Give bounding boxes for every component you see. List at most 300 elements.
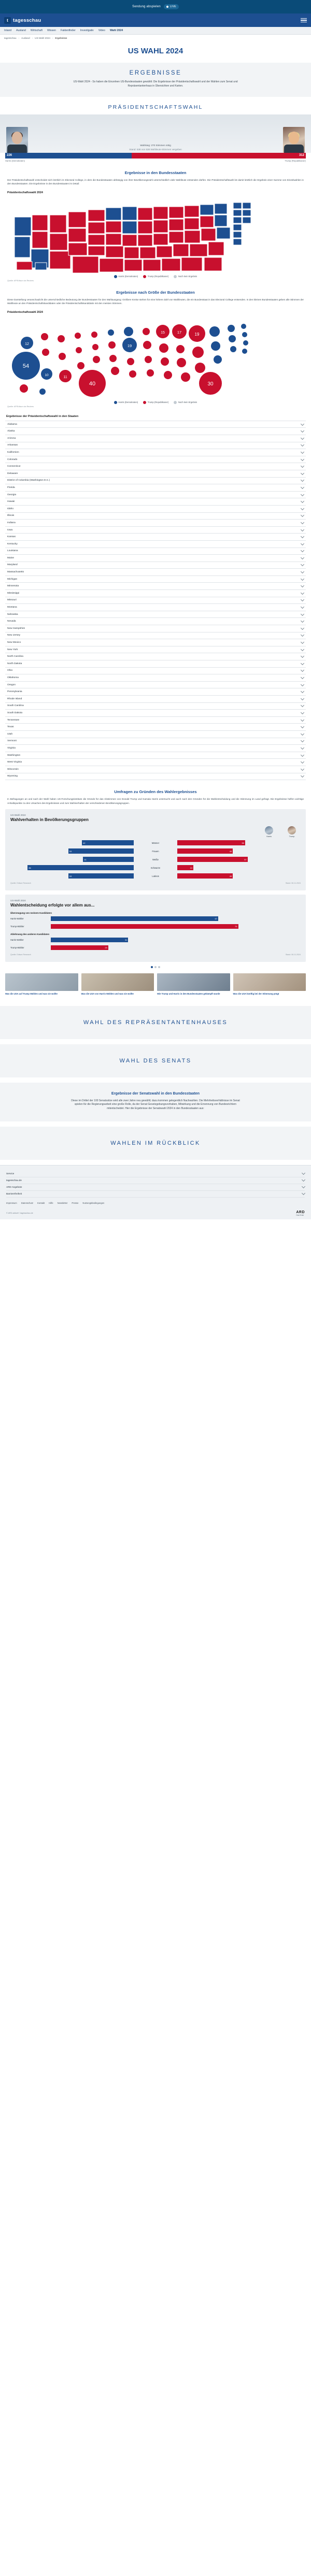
teaser-card[interactable] bbox=[157, 973, 230, 996]
live-badge[interactable] bbox=[164, 4, 179, 9]
accordion-row-state[interactable] bbox=[5, 745, 306, 752]
chevron-down-icon bbox=[301, 429, 304, 433]
carousel-dot-2[interactable] bbox=[154, 966, 157, 968]
nav-item-wahl-2024[interactable]: Wahl 2024 bbox=[109, 29, 123, 32]
nav-item-investigativ[interactable]: Investigativ bbox=[80, 29, 94, 32]
state-name: Arizona bbox=[7, 437, 16, 440]
senate-results-title: Ergebnisse der Senatswahl in den Bundesstaaten bbox=[111, 1090, 200, 1096]
chevron-down-icon bbox=[302, 1178, 305, 1182]
accordion-row-state[interactable] bbox=[5, 527, 306, 534]
face-shape-icon bbox=[12, 132, 22, 144]
accordion-row-state[interactable] bbox=[5, 478, 306, 485]
chevron-down-icon bbox=[301, 450, 304, 454]
chart-row bbox=[10, 856, 301, 863]
state-name: Oregon bbox=[7, 683, 16, 686]
accordion-row-state[interactable] bbox=[5, 435, 306, 442]
bar-group-trump bbox=[177, 873, 301, 879]
chevron-down-icon bbox=[301, 457, 304, 461]
chevron-down-icon bbox=[301, 563, 304, 566]
accordion-row-state[interactable] bbox=[5, 583, 306, 590]
chart-row bbox=[10, 873, 301, 880]
state-name: Louisiana bbox=[7, 550, 18, 553]
bubble-map-headline: Ergebnisse nach Größe der Bundesstaaten bbox=[116, 290, 195, 295]
menu-icon[interactable] bbox=[301, 18, 307, 23]
state-name: Arkansas bbox=[7, 444, 18, 447]
footer-link[interactable]: Datenschutz bbox=[21, 1201, 33, 1204]
chevron-down-icon bbox=[301, 633, 304, 637]
chevron-down-icon bbox=[301, 556, 304, 559]
breadcrumb-item-0[interactable]: tagesschau bbox=[4, 37, 17, 39]
bubble-map-source: Quelle: AP/Edison via Reuters bbox=[7, 405, 34, 408]
state-name: Illinois bbox=[7, 514, 15, 517]
chevron-down-icon bbox=[301, 675, 304, 679]
avatar bbox=[283, 127, 305, 153]
electoral-bar-harris: 226 bbox=[5, 153, 132, 159]
state-name: Wisconsin bbox=[7, 768, 19, 771]
legend-item-pending bbox=[174, 275, 197, 278]
chevron-down-icon bbox=[301, 422, 304, 426]
accordion-row-state[interactable] bbox=[5, 442, 306, 450]
bar: 31 bbox=[51, 938, 128, 942]
state-name: New Mexico bbox=[7, 641, 21, 644]
state-name: Nebraska bbox=[7, 613, 18, 616]
logo[interactable] bbox=[4, 17, 41, 24]
state-name: Florida bbox=[7, 486, 15, 489]
page-title: US WAHL 2024 bbox=[128, 47, 183, 55]
chart-row bbox=[10, 924, 301, 930]
us-choropleth-map[interactable] bbox=[5, 196, 306, 274]
suit-shape-icon bbox=[284, 145, 304, 153]
chart-kicker: US-Wahl 2024 bbox=[10, 899, 26, 902]
legend-trump: Trump (Republikaner) bbox=[285, 159, 306, 162]
swatch-icon bbox=[174, 275, 177, 278]
bar-group-harris bbox=[10, 873, 134, 879]
svg-text:10: 10 bbox=[45, 373, 49, 377]
house-section bbox=[0, 1006, 311, 1039]
chart-row bbox=[10, 848, 301, 855]
accordion-row-state[interactable] bbox=[5, 470, 306, 478]
chevron-down-icon bbox=[301, 598, 304, 601]
bar-group-trump bbox=[177, 865, 301, 870]
state-name: Indiana bbox=[7, 521, 16, 524]
accordion-row-state[interactable] bbox=[5, 674, 306, 682]
state-name: Delaware bbox=[7, 472, 18, 475]
bar: 75 bbox=[51, 924, 238, 929]
accordion-row-state[interactable] bbox=[5, 590, 306, 597]
retro-section bbox=[0, 1127, 311, 1160]
chart-category-label: Frauen bbox=[152, 850, 159, 853]
footer-accordion-row[interactable] bbox=[6, 1171, 305, 1177]
accordion-row-state[interactable] bbox=[5, 548, 306, 555]
legend-harris: Harris (Demokraten) bbox=[5, 159, 25, 162]
state-name: Montana bbox=[7, 606, 17, 609]
bar-group-harris bbox=[10, 840, 134, 845]
presidential-hero-center bbox=[29, 144, 282, 153]
state-name: Colorado bbox=[7, 458, 18, 461]
footer-links bbox=[6, 1198, 305, 1207]
state-name: Mississippi bbox=[7, 592, 20, 595]
senate-results-text: Diese im Drittel der 100 Senatssitze wird alle zwei Jahre neu gewählt; dazu kommen gelegentlich Nachwahlen. Die Mehrheitsverhältnisse im Senat spielen für die Regierungsarbeit eine große Rolle, da der Senat Gesetzgebungsvorhaben, Mitwirkung und die Ernennung von Bundesrichtern mitentscheidet. Hier die Ergebnisse der Senatswahl 2024 in den Bundesstaaten aus: bbox=[71, 1099, 240, 1111]
accordion-row-state[interactable] bbox=[5, 639, 306, 646]
state-name: Missouri bbox=[7, 599, 17, 602]
chevron-down-icon bbox=[302, 1171, 305, 1175]
live-dot-icon bbox=[166, 6, 168, 8]
chart-row bbox=[10, 937, 301, 943]
legend-item-harris bbox=[114, 275, 138, 278]
bar-group-harris bbox=[10, 848, 134, 854]
chevron-down-icon bbox=[301, 464, 304, 468]
chevron-down-icon bbox=[301, 478, 304, 482]
chart-legend bbox=[10, 826, 301, 838]
accordion-row-state[interactable] bbox=[5, 463, 306, 470]
bar-group-trump bbox=[177, 848, 301, 854]
chart-row bbox=[10, 945, 301, 951]
accordion-row-state[interactable] bbox=[5, 534, 306, 541]
legend-label: Trump (Republikaner) bbox=[147, 275, 169, 278]
state-name: Pennsylvania bbox=[7, 690, 22, 694]
accordion-row-state[interactable] bbox=[5, 625, 306, 632]
breadcrumb-sep-icon: › bbox=[52, 37, 53, 39]
teaser-grid bbox=[0, 968, 311, 1001]
accordion-row-state[interactable] bbox=[5, 724, 306, 731]
nav-item-wirtschaft[interactable]: Wirtschaft bbox=[30, 29, 43, 32]
chart-card-decision-reasons bbox=[5, 895, 306, 962]
accordion-row-state[interactable] bbox=[5, 597, 306, 605]
grouped-bar-chart bbox=[10, 912, 301, 951]
electoral-threshold-label: Wahlsieg: 270 Stimmen nötig bbox=[140, 143, 171, 147]
accordion-row-state[interactable] bbox=[5, 569, 306, 576]
chart-category-label: Trump-Wähler bbox=[10, 946, 24, 949]
bubble-map-text: Diese Darstellung veranschaulicht die unterschiedliche Bedeutung der Bundesstaaten für den Wahlausgang: Größere Kreise stehen für eine höhere Zahl von Wahlleuten, die ein Bundesstaat in das Electoral College entsenden. In den kleinen Bundesstaaten geben alle Stimmen der Wahlleute an den Präsidentschaftskandidaten oder die Präsidentschaftskandidatin mit den meisten Stimmen. bbox=[7, 298, 304, 305]
chevron-down-icon bbox=[301, 753, 304, 756]
accordion-row-state[interactable] bbox=[5, 717, 306, 724]
survey-section-text: In Befragungen an und nach der Wahl haben US-Forschungsinstitute die Gründe für das Abstimmen von Donald Trump und Kamala Harris untersucht und auch nach den Gründen für die Wahlentscheidung und die Stimmung im Land gefragt. Die Ergebnisse helfen wichtige Anhaltspunkte zu den Ursachen des Ergebnisses und zum Wahlverhalten der verschiedenen Bevölkerungsgruppen. bbox=[7, 798, 304, 804]
chart-card-voter-groups bbox=[5, 809, 306, 890]
chevron-down-icon bbox=[301, 584, 304, 587]
chevron-down-icon bbox=[301, 471, 304, 475]
states-map-chart-label: Präsidentschaftswahl 2024 bbox=[7, 191, 43, 194]
nav-item-video[interactable]: Video bbox=[98, 29, 105, 32]
accordion-row-state[interactable] bbox=[5, 618, 306, 625]
chevron-down-icon bbox=[301, 485, 304, 489]
state-name: South Dakota bbox=[7, 711, 23, 714]
legend-label: Trump (Republikaner) bbox=[147, 401, 169, 404]
state-name: Washington bbox=[7, 754, 21, 757]
accordion-row-state[interactable] bbox=[5, 731, 306, 738]
state-name: Hawaii bbox=[7, 500, 15, 503]
teaser-card[interactable] bbox=[233, 973, 306, 996]
bar-group-harris bbox=[10, 857, 134, 862]
state-name: Tennessee bbox=[7, 718, 20, 722]
state-name: Kansas bbox=[7, 536, 16, 539]
bar-group-harris bbox=[10, 865, 134, 870]
footer-link[interactable]: Newsletter bbox=[57, 1201, 68, 1204]
teaser-card[interactable] bbox=[5, 973, 78, 996]
presidential-section-title: PRÄSIDENTSCHAFTSWAHL bbox=[108, 104, 203, 110]
svg-text:30: 30 bbox=[207, 381, 214, 387]
site-footer bbox=[0, 1165, 311, 1219]
presidential-hero bbox=[0, 114, 311, 153]
breadcrumb-item-2[interactable]: US-Wahl 2024 bbox=[35, 37, 50, 39]
chevron-down-icon bbox=[301, 535, 304, 538]
accordion-row-state[interactable] bbox=[5, 738, 306, 745]
bar-harris: 53 bbox=[68, 848, 134, 854]
chart-source: Quelle: Edison Research bbox=[10, 953, 31, 956]
footer-link[interactable]: Hilfe bbox=[49, 1201, 53, 1204]
state-name: Nevada bbox=[7, 620, 16, 623]
us-map-svg bbox=[5, 196, 306, 274]
state-name: Massachusetts bbox=[7, 571, 24, 574]
svg-text:40: 40 bbox=[89, 380, 96, 387]
avatar bbox=[6, 127, 28, 153]
legend-label: Noch kein Ergebnis bbox=[178, 275, 197, 278]
brand-name: tagesschau bbox=[13, 17, 41, 23]
chevron-down-icon bbox=[301, 591, 304, 595]
accordion-row-state[interactable] bbox=[5, 428, 306, 435]
ard-logo-text: ARD bbox=[296, 1210, 305, 1214]
state-name: Virginia bbox=[7, 746, 16, 750]
svg-text:15: 15 bbox=[161, 330, 165, 335]
accordion-row-state[interactable] bbox=[5, 611, 306, 618]
teaser-title: Wie Trump und Harris in den Bundesstaaten gekämpft wurde bbox=[157, 992, 220, 995]
state-name: North Carolina bbox=[7, 655, 23, 658]
state-name: Alaska bbox=[7, 430, 15, 433]
bar: 23 bbox=[51, 945, 108, 950]
legend-item-harris bbox=[114, 401, 138, 404]
footer-row-label: Service bbox=[6, 1172, 15, 1175]
accordion-row-state[interactable] bbox=[5, 752, 306, 759]
state-name: New Hampshire bbox=[7, 627, 25, 630]
state-name: District of Columbia (Washington D.C.) bbox=[7, 479, 50, 482]
chevron-down-icon bbox=[301, 767, 304, 771]
accordion-row-state[interactable] bbox=[5, 710, 306, 717]
carousel-dot-3[interactable] bbox=[158, 966, 160, 968]
ard-logo-sub: Das Erste bbox=[296, 1214, 304, 1216]
live-topbar[interactable] bbox=[0, 0, 311, 13]
state-name: Minnesota bbox=[7, 585, 19, 588]
bubble-map-chart-label: Präsidentschaftswahl 2024 bbox=[7, 310, 43, 314]
legend-label: Noch kein Ergebnis bbox=[178, 401, 197, 404]
swatch-icon bbox=[114, 401, 117, 404]
avatar bbox=[265, 826, 273, 834]
bar-trump: 45 bbox=[177, 848, 233, 854]
swatch-icon bbox=[114, 275, 117, 278]
chevron-down-icon bbox=[302, 1191, 305, 1195]
swatch-icon bbox=[174, 401, 177, 404]
state-name: Maine bbox=[7, 556, 15, 559]
bar-group-trump bbox=[177, 840, 301, 845]
chevron-down-icon bbox=[301, 703, 304, 707]
state-name: South Carolina bbox=[7, 704, 24, 708]
accordion-row-state[interactable] bbox=[5, 484, 306, 492]
legend-label: Harris bbox=[266, 835, 272, 838]
chevron-down-icon bbox=[301, 626, 304, 630]
chevron-down-icon bbox=[301, 619, 304, 623]
state-name: New Jersey bbox=[7, 634, 21, 637]
breadcrumb-item-1[interactable]: Ausland bbox=[21, 37, 30, 39]
accordion-row-state[interactable] bbox=[5, 555, 306, 562]
legend-candidate-harris bbox=[260, 826, 278, 838]
legend-item-pending bbox=[174, 401, 197, 404]
accordion-row-state[interactable] bbox=[5, 759, 306, 766]
teaser-thumbnail bbox=[233, 973, 306, 991]
chevron-down-icon bbox=[301, 612, 304, 616]
chevron-down-icon bbox=[301, 443, 304, 447]
accordion-row-state[interactable] bbox=[5, 653, 306, 660]
electoral-bar-trump: 312 bbox=[132, 153, 306, 159]
tornado-chart bbox=[10, 840, 301, 880]
footer-link[interactable]: Impressum bbox=[6, 1201, 17, 1204]
bar-trump: 57 bbox=[177, 857, 248, 862]
bar-harris: 42 bbox=[82, 840, 134, 845]
legend-label: Harris (Demokraten) bbox=[118, 401, 138, 404]
svg-text:54: 54 bbox=[22, 363, 30, 369]
chevron-down-icon bbox=[301, 570, 304, 573]
nav-item-wissen[interactable]: Wissen bbox=[47, 29, 56, 32]
accordion-row-state[interactable] bbox=[5, 703, 306, 710]
accordion-row-state[interactable] bbox=[5, 604, 306, 611]
accordion-row-state[interactable] bbox=[5, 632, 306, 640]
chevron-down-icon bbox=[301, 507, 304, 510]
state-name: Oklahoma bbox=[7, 676, 19, 679]
state-name: Texas bbox=[7, 726, 14, 729]
nav-item-ausland[interactable]: Ausland bbox=[16, 29, 26, 32]
accordion-row-state[interactable] bbox=[5, 688, 306, 696]
footer-link[interactable]: Nutzungsbedingungen bbox=[82, 1201, 105, 1204]
accordion-row-state[interactable] bbox=[5, 506, 306, 513]
chart-category-label: Latinos bbox=[152, 874, 159, 877]
footer-accordion-row[interactable] bbox=[6, 1184, 305, 1191]
ard-logo[interactable] bbox=[296, 1211, 305, 1216]
chevron-down-icon bbox=[301, 732, 304, 736]
accordion-row-state[interactable] bbox=[5, 492, 306, 499]
teaser-card[interactable] bbox=[81, 973, 154, 996]
accordion-row-state[interactable] bbox=[5, 696, 306, 703]
chevron-down-icon bbox=[301, 436, 304, 440]
legend-item-trump bbox=[143, 275, 168, 278]
main-nav bbox=[0, 27, 311, 35]
accordion-row-state[interactable] bbox=[5, 576, 306, 583]
survey-section-title: Umfragen zu Gründen des Wahlergebnisses bbox=[114, 789, 197, 795]
us-bubble-map[interactable] bbox=[5, 316, 306, 400]
bar-trump: 13 bbox=[177, 865, 193, 870]
accordion-row-state[interactable] bbox=[5, 498, 306, 506]
us-bubble-svg bbox=[5, 316, 306, 400]
accordion-row-state[interactable] bbox=[5, 668, 306, 675]
state-name: Utah bbox=[7, 732, 13, 736]
nav-item-inland[interactable]: Inland bbox=[4, 29, 12, 32]
chevron-down-icon bbox=[301, 640, 304, 644]
accordion-row-state[interactable] bbox=[5, 660, 306, 668]
electoral-bar-legend bbox=[0, 159, 311, 162]
footer-link[interactable]: Presse bbox=[72, 1201, 79, 1204]
chevron-down-icon bbox=[301, 661, 304, 665]
state-name: Georgia bbox=[7, 493, 17, 496]
bar-harris: 86 bbox=[27, 865, 134, 870]
footer-accordion-row[interactable] bbox=[6, 1177, 305, 1184]
chevron-down-icon bbox=[301, 697, 304, 700]
accordion-row-state[interactable] bbox=[5, 520, 306, 527]
candidate-harris bbox=[5, 127, 29, 153]
chart-group-label: Ablehnung des anderen Kandidaten bbox=[10, 932, 50, 936]
site-header bbox=[0, 13, 311, 27]
chevron-down-icon bbox=[301, 521, 304, 524]
state-name: Vermont bbox=[7, 740, 17, 743]
accordion-row-state[interactable] bbox=[5, 541, 306, 548]
state-name: New York bbox=[7, 648, 18, 651]
nav-item-faktenfinder[interactable]: Faktenfinder bbox=[60, 29, 76, 32]
footer-link[interactable]: Kontakt bbox=[37, 1201, 45, 1204]
results-band-text: US-Wahl 2024 - So haben die Einzelnen US-Bundesstaaten gewählt: Die Ergebnisse der Präsidentschaftswahl und der Wahlen zum Senat und Repräsentantenhaus in Übersichten und Karten. bbox=[73, 80, 238, 88]
state-name: Ohio bbox=[7, 669, 13, 672]
bar-track bbox=[51, 924, 301, 929]
suit-shape-icon bbox=[7, 145, 27, 153]
teaser-thumbnail bbox=[81, 973, 154, 991]
chart-row bbox=[10, 865, 301, 871]
chevron-down-icon bbox=[301, 683, 304, 686]
bar-group-trump bbox=[177, 857, 301, 862]
accordion-row-state[interactable] bbox=[5, 773, 306, 781]
carousel-dot-1[interactable] bbox=[151, 966, 153, 968]
accordion-row-state[interactable] bbox=[5, 562, 306, 569]
accordion-row-state[interactable] bbox=[5, 456, 306, 464]
live-badge-label: LIVE bbox=[169, 5, 176, 8]
footer-row-label: tagesschau.de bbox=[6, 1179, 22, 1182]
chart-category-label: Schwarze bbox=[150, 866, 161, 869]
states-map-headline: Ergebnisse in den Bundesstaaten bbox=[124, 170, 187, 175]
chart-category-label: Männer bbox=[151, 841, 160, 844]
breadcrumb-item-3: Ergebnisse bbox=[55, 37, 67, 39]
accordion-row-state[interactable] bbox=[5, 766, 306, 773]
copyright: © ARD-aktuell / tagesschau.de bbox=[6, 1212, 33, 1215]
state-name: Alabama bbox=[7, 423, 17, 426]
state-name: Connecticut bbox=[7, 465, 21, 468]
svg-text:19: 19 bbox=[127, 343, 132, 348]
accordion-row-state[interactable] bbox=[5, 513, 306, 520]
electoral-vote-bar bbox=[5, 153, 306, 159]
chevron-down-icon bbox=[301, 725, 304, 728]
chevron-down-icon bbox=[301, 760, 304, 764]
retro-section-title: WAHLEN IM RÜCKBLICK bbox=[110, 1140, 201, 1146]
svg-text:17: 17 bbox=[177, 329, 182, 335]
accordion-row-state[interactable] bbox=[5, 646, 306, 654]
chart-title: Wahlentscheidung erfolgte vor allem aus... bbox=[10, 902, 95, 908]
accordion-row-state[interactable] bbox=[5, 421, 306, 428]
bar-harris: 53 bbox=[68, 873, 134, 879]
bar-track bbox=[51, 938, 301, 942]
play-broadcast-label: Sendung abspielen bbox=[132, 5, 161, 8]
bar-track bbox=[51, 916, 301, 921]
swatch-icon bbox=[143, 275, 146, 278]
footer-accordion-row[interactable] bbox=[6, 1191, 305, 1198]
accordion-row-state[interactable] bbox=[5, 682, 306, 689]
footer-row-label: Barrierefreiheit bbox=[6, 1192, 22, 1196]
states-map-source: Quelle: AP/Edison via Reuters bbox=[7, 279, 34, 282]
chart-row bbox=[10, 840, 301, 846]
state-name: Kalifornien bbox=[7, 451, 19, 454]
chevron-down-icon bbox=[301, 513, 304, 517]
results-band-title: ERGEBNISSE bbox=[129, 70, 182, 76]
state-name: Rhode Island bbox=[7, 697, 22, 700]
chart-source: Quelle: Edison Research bbox=[10, 882, 31, 884]
chevron-down-icon bbox=[301, 654, 304, 658]
accordion-row-state[interactable] bbox=[5, 449, 306, 456]
senate-results-band bbox=[0, 1083, 311, 1121]
chevron-down-icon bbox=[301, 499, 304, 503]
bar: 67 bbox=[51, 916, 218, 921]
teaser-thumbnail bbox=[5, 973, 78, 991]
teaser-thumbnail bbox=[157, 973, 230, 991]
